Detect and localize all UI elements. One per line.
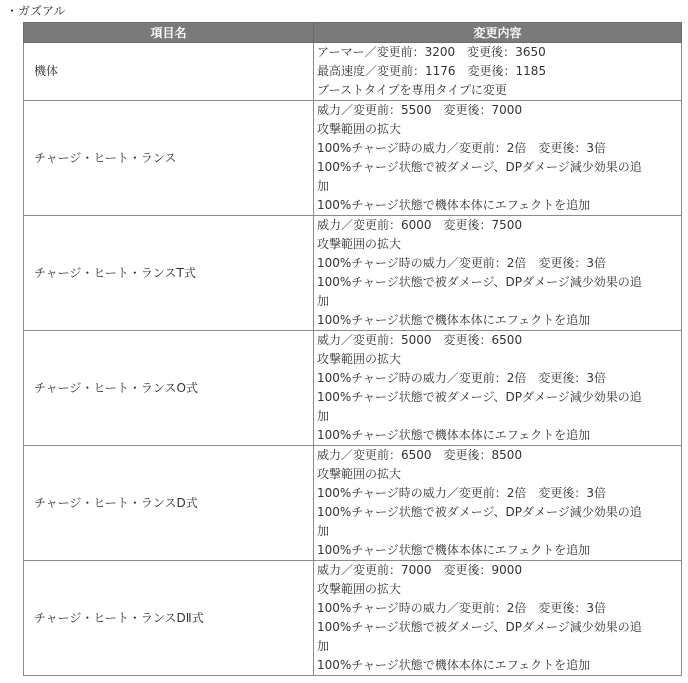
change-detail-line: 攻撃範囲の拡大 bbox=[317, 467, 402, 481]
change-details-cell bbox=[314, 216, 682, 331]
change-detail-line: 100%チャージ状態で機体本体にエフェクトを追加 bbox=[317, 198, 591, 212]
table-row bbox=[24, 446, 682, 561]
change-detail-line: 加 bbox=[317, 639, 330, 653]
change-detail-line: 加 bbox=[317, 179, 330, 193]
change-detail-line: 威力／変更前：5000 変更後：6500 bbox=[317, 333, 523, 347]
change-detail-line: 加 bbox=[317, 409, 330, 423]
header-change-details: 変更内容 bbox=[314, 23, 682, 43]
section-title: ・ガズアル bbox=[6, 4, 66, 18]
change-detail-line: 100%チャージ状態で被ダメージ、DPダメージ減少効果の追 bbox=[317, 275, 642, 289]
table-header-row bbox=[24, 23, 682, 43]
change-detail-line: 100%チャージ時の威力／変更前：2倍 変更後：3倍 bbox=[317, 601, 606, 615]
change-detail-line: 100%チャージ状態で機体本体にエフェクトを追加 bbox=[317, 658, 591, 672]
item-name-cell: 機体 bbox=[24, 43, 314, 101]
item-name-cell: チャージ・ヒート・ランス bbox=[24, 101, 314, 216]
table-row bbox=[24, 561, 682, 676]
change-detail-line: 威力／変更前：5500 変更後：7000 bbox=[317, 103, 523, 117]
change-detail-line: アーマー／変更前：3200 変更後：3650 bbox=[317, 45, 546, 59]
change-detail-line: 威力／変更前：7000 変更後：9000 bbox=[317, 563, 523, 577]
change-detail-line: 100%チャージ時の威力／変更前：2倍 変更後：3倍 bbox=[317, 256, 606, 270]
change-detail-line: 100%チャージ状態で被ダメージ、DPダメージ減少効果の追 bbox=[317, 505, 642, 519]
change-detail-line: 最高速度／変更前：1176 変更後：1185 bbox=[317, 64, 547, 78]
change-details-cell bbox=[314, 43, 682, 101]
item-name-cell: チャージ・ヒート・ランスT式 bbox=[24, 216, 314, 331]
change-detail-line: ブーストタイプを専用タイプに変更 bbox=[317, 83, 507, 97]
header-item-name: 項目名 bbox=[24, 23, 314, 43]
change-details-cell bbox=[314, 561, 682, 676]
change-detail-line: 100%チャージ状態で被ダメージ、DPダメージ減少効果の追 bbox=[317, 160, 642, 174]
change-detail-line: 100%チャージ時の威力／変更前：2倍 変更後：3倍 bbox=[317, 371, 606, 385]
change-detail-line: 100%チャージ状態で機体本体にエフェクトを追加 bbox=[317, 313, 591, 327]
change-detail-line: 攻撃範囲の拡大 bbox=[317, 352, 402, 366]
change-detail-line: 加 bbox=[317, 294, 330, 308]
change-details-cell bbox=[314, 446, 682, 561]
change-detail-line: 攻撃範囲の拡大 bbox=[317, 122, 402, 136]
item-name-cell: チャージ・ヒート・ランスO式 bbox=[24, 331, 314, 446]
change-detail-line: 100%チャージ時の威力／変更前：2倍 変更後：3倍 bbox=[317, 486, 606, 500]
change-detail-line: 威力／変更前：6000 変更後：7500 bbox=[317, 218, 523, 232]
table-body bbox=[24, 43, 682, 676]
table-row bbox=[24, 101, 682, 216]
change-detail-line: 100%チャージ状態で機体本体にエフェクトを追加 bbox=[317, 428, 591, 442]
change-detail-line: 攻撃範囲の拡大 bbox=[317, 237, 402, 251]
change-detail-line: 威力／変更前：6500 変更後：8500 bbox=[317, 448, 523, 462]
change-detail-line: 加 bbox=[317, 524, 330, 538]
change-detail-line: 100%チャージ状態で被ダメージ、DPダメージ減少効果の追 bbox=[317, 620, 642, 634]
change-details-cell bbox=[314, 101, 682, 216]
table-row bbox=[24, 331, 682, 446]
change-table bbox=[23, 22, 682, 676]
change-detail-line: 100%チャージ時の威力／変更前：2倍 変更後：3倍 bbox=[317, 141, 606, 155]
change-detail-line: 100%チャージ状態で被ダメージ、DPダメージ減少効果の追 bbox=[317, 390, 642, 404]
table-row bbox=[24, 43, 682, 101]
item-name-cell: チャージ・ヒート・ランスDⅡ式 bbox=[24, 561, 314, 676]
table-row bbox=[24, 216, 682, 331]
change-detail-line: 100%チャージ状態で機体本体にエフェクトを追加 bbox=[317, 543, 591, 557]
change-details-cell bbox=[314, 331, 682, 446]
item-name-cell: チャージ・ヒート・ランスD式 bbox=[24, 446, 314, 561]
change-detail-line: 攻撃範囲の拡大 bbox=[317, 582, 402, 596]
